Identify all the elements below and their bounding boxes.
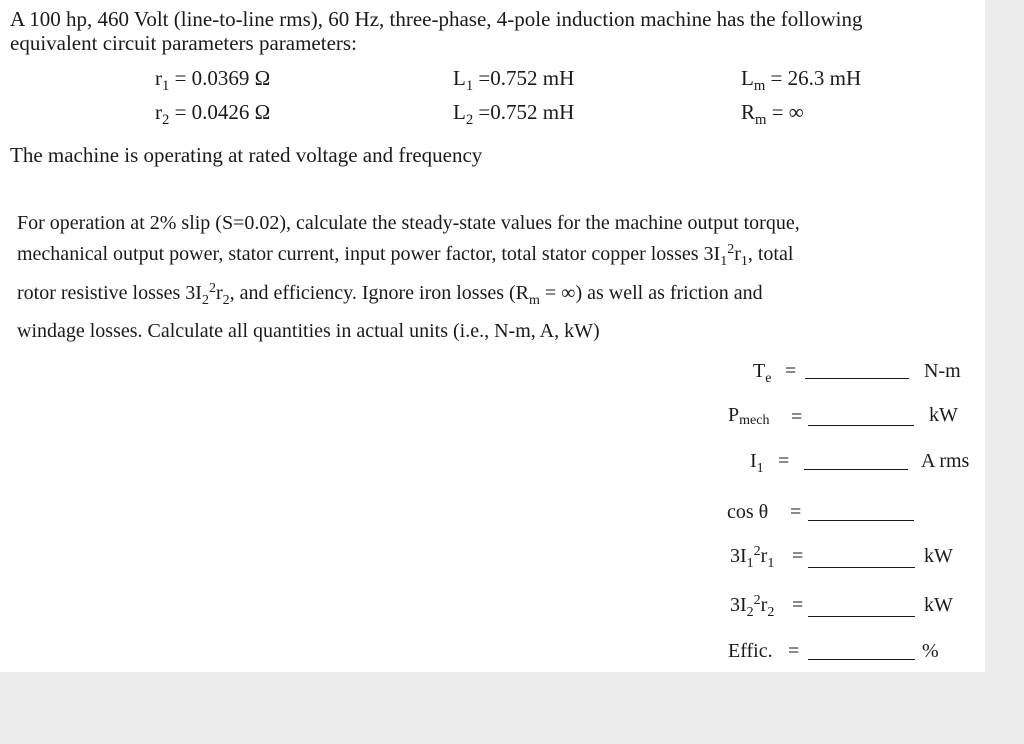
answer-eq-rotor-loss: = [792,594,804,616]
question-line-4: windage losses. Calculate all quantities in actual units (i.e., N-m, A, kW) [17,320,600,342]
question-line-3: rotor resistive losses $3I_2^2r_2$, and efficiency. Ignore iron losses ($R_m$ = ∞) as well as friction and [17,281,763,308]
param-L2: $L_2 =0.752$ mH [453,100,575,129]
answer-blank-efficiency[interactable] [808,659,915,660]
param-Lm: $L_m = 26.3$ mH [741,66,862,95]
answer-unit-torque: N-m [924,360,961,382]
param-Rm: $R_m$ = ∞ [741,100,804,129]
answer-label-current: $I_1$ [750,450,764,476]
answer-label-power-factor: cos θ [727,501,769,523]
question-line-2: mechanical output power, stator current, input power factor, total stator copper losses $3I_1^2r_1$, total [17,242,794,269]
answer-blank-current[interactable] [804,469,908,470]
problem-statement-line-2: equivalent circuit parameters parameters: [10,31,357,55]
answer-blank-torque[interactable] [805,378,909,379]
answer-unit-current: A rms [921,450,970,472]
problem-statement-line-1: A 100 hp, 460 Volt (line-to-line rms), 60 Hz, three-phase, 4-pole induction machine has the following [10,7,863,31]
operating-condition: The machine is operating at rated voltage and frequency [10,143,483,167]
answer-eq-pmech: = [791,406,803,428]
answer-eq-torque: = [785,360,797,382]
question-line-1: For operation at 2% slip (S=0.02), calculate the steady-state values for the machine output torque, [17,212,800,234]
answer-label-stator-copper-loss: $3I_1^2r_1$ [730,544,775,571]
answer-unit-rotor-loss: kW [924,594,953,616]
answer-eq-power-factor: = [790,501,802,523]
answer-label-pmech: Pmech [728,404,770,428]
answer-eq-stator-copper-loss: = [792,545,804,567]
answer-blank-rotor-loss[interactable] [808,616,915,617]
param-L1: $L_1 =0.752$ mH [453,66,575,95]
answer-unit-efficiency: % [922,640,939,662]
answer-unit-pmech: kW [929,404,958,426]
answer-eq-current: = [778,450,790,472]
answer-label-torque: $T_e$ [753,360,772,386]
param-r1: $r_1 = 0.0369$ Ω [155,66,271,95]
answer-eq-efficiency: = [788,640,800,662]
answer-blank-pmech[interactable] [808,425,914,426]
answer-blank-power-factor[interactable] [808,520,914,521]
answer-blank-stator-copper-loss[interactable] [808,567,915,568]
answer-unit-stator-copper-loss: kW [924,545,953,567]
answer-label-efficiency: Effic. [728,640,773,662]
answer-label-rotor-loss: $3I_2^2r_2$ [730,593,775,620]
param-r2: $r_2 = 0.0426$ Ω [155,100,271,129]
